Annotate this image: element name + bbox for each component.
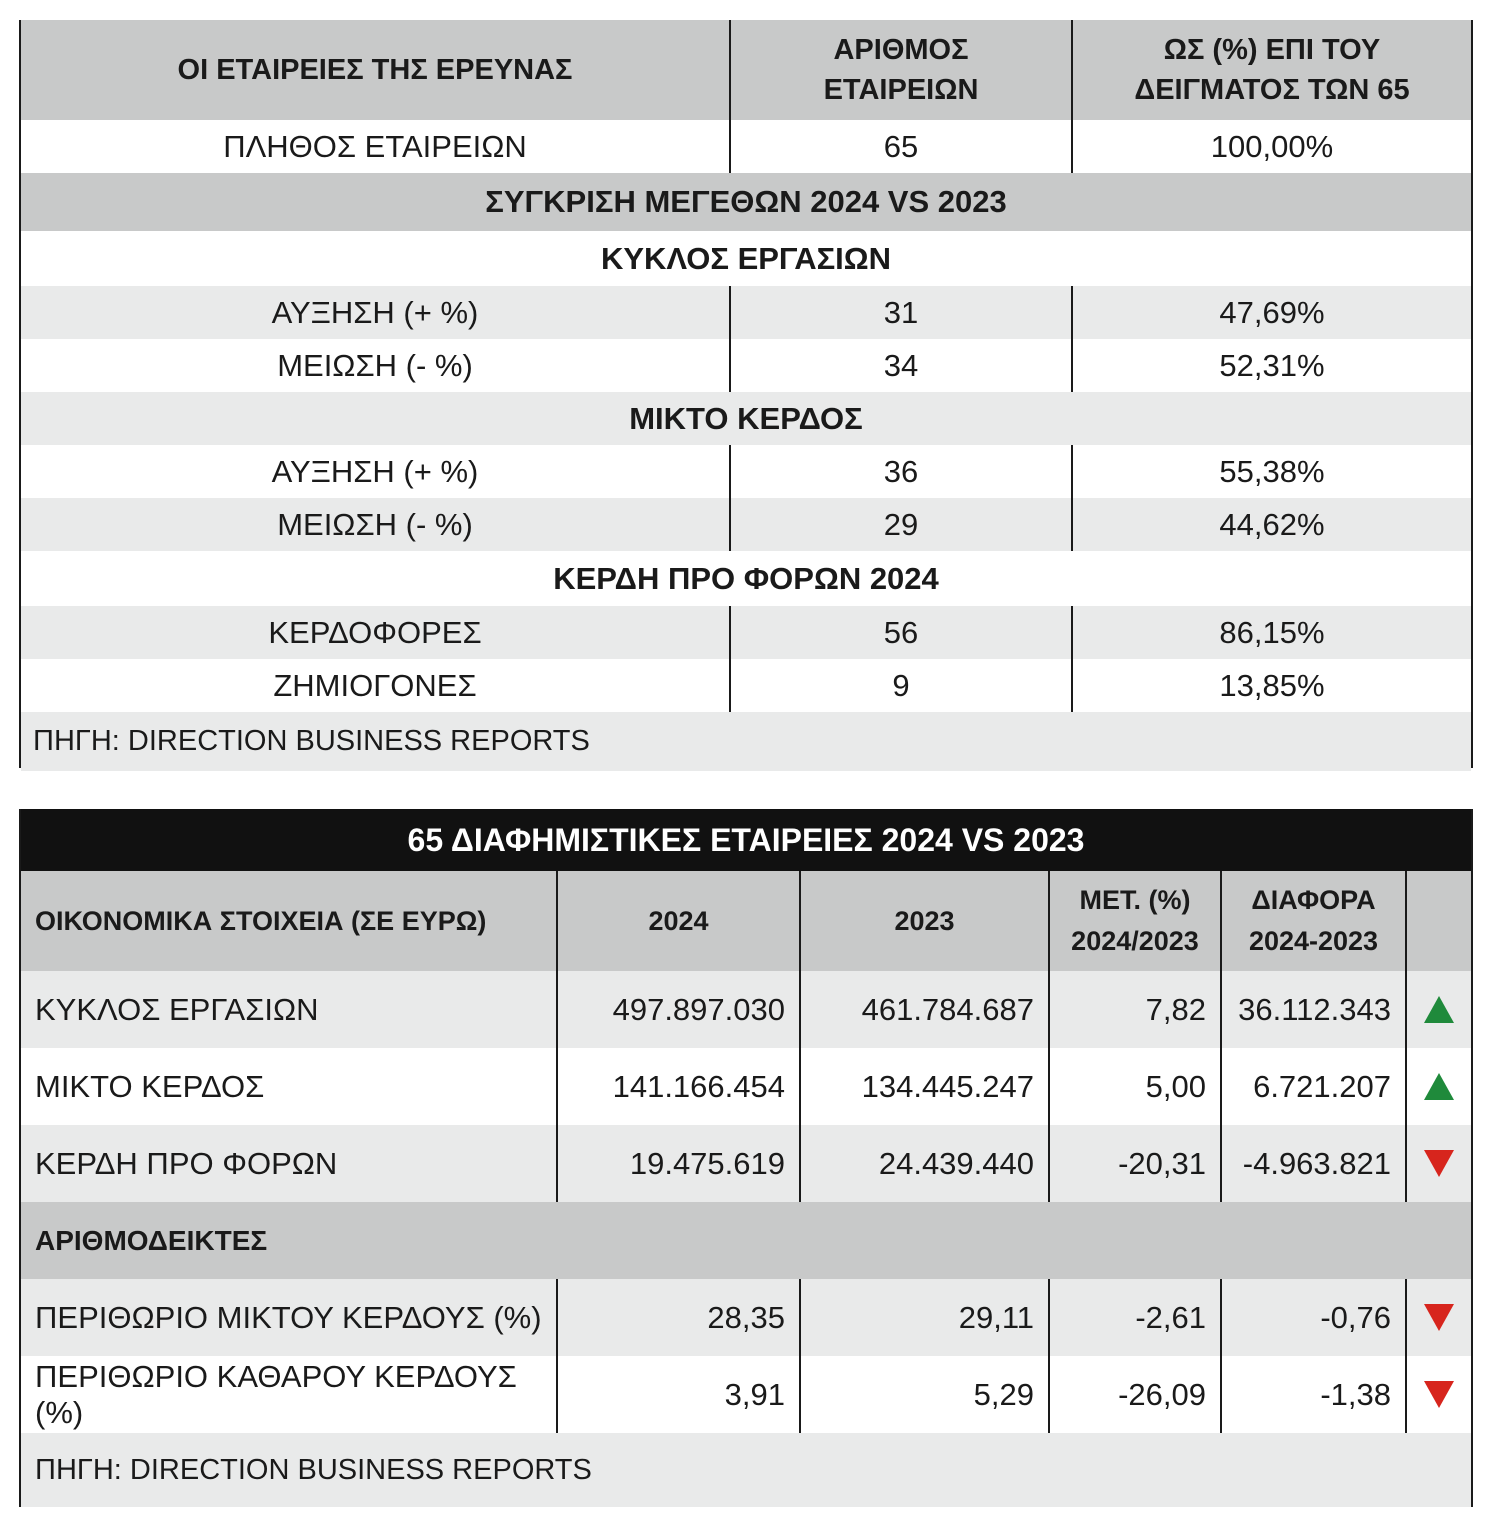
row-count: 36 bbox=[731, 445, 1073, 498]
row-label: ΜΕΙΩΣΗ (- %) bbox=[21, 498, 731, 551]
trend-up-icon bbox=[1424, 996, 1454, 1023]
section-title: ΜΙΚΤΟ ΚΕΡΔΟΣ bbox=[629, 400, 863, 436]
row-label: ΠΕΡΙΘΩΡΙΟ ΚΑΘΑΡΟΥ ΚΕΡΔΟΥΣ (%) bbox=[21, 1356, 558, 1433]
row-2024: 497.897.030 bbox=[558, 971, 801, 1048]
row-diff: -1,38 bbox=[1222, 1356, 1407, 1433]
row-count: 31 bbox=[731, 286, 1073, 339]
trend-down-icon bbox=[1424, 1304, 1454, 1331]
table-row bbox=[21, 1279, 1471, 1356]
row-label: ΑΥΞΗΣΗ (+ %) bbox=[21, 445, 731, 498]
row-change: -20,31 bbox=[1050, 1125, 1222, 1202]
row-2023: 134.445.247 bbox=[801, 1048, 1050, 1125]
total-count: 65 bbox=[731, 120, 1073, 173]
row-count: 9 bbox=[731, 659, 1073, 712]
trend-up-icon bbox=[1424, 1073, 1454, 1100]
ratios-title: ΑΡΙΘΜΟΔΕΙΚΤΕΣ bbox=[35, 1224, 268, 1256]
row-label: ΜΕΙΩΣΗ (- %) bbox=[21, 339, 731, 392]
table-row bbox=[21, 1356, 1471, 1433]
total-percent: 100,00% bbox=[1210, 128, 1334, 164]
total-label: ΠΛΗΘΟΣ ΕΤΑΙΡΕΙΩΝ bbox=[21, 120, 731, 173]
survey-table bbox=[19, 20, 1473, 768]
table-row bbox=[21, 971, 1471, 1048]
trend-cell bbox=[1407, 1356, 1471, 1433]
row-count: 34 bbox=[731, 339, 1073, 392]
row-diff: 36.112.343 bbox=[1222, 971, 1407, 1048]
row-diff: 6.721.207 bbox=[1222, 1048, 1407, 1125]
comparison-title: ΣΥΓΚΡΙΣΗ ΜΕΓΕΘΩΝ 2024 VS 2023 bbox=[485, 184, 1007, 219]
row-count: 29 bbox=[731, 498, 1073, 551]
trend-cell bbox=[1407, 1279, 1471, 1356]
row-label: ΚΕΡΔΗ ΠΡΟ ΦΟΡΩΝ bbox=[21, 1125, 558, 1202]
row-percent: 47,69% bbox=[1219, 294, 1325, 330]
row-diff: -4.963.821 bbox=[1222, 1125, 1407, 1202]
header-trend bbox=[1407, 871, 1471, 971]
row-2023: 461.784.687 bbox=[801, 971, 1050, 1048]
table-row bbox=[21, 445, 1471, 498]
source-row bbox=[21, 712, 1471, 771]
trend-down-icon bbox=[1424, 1381, 1454, 1408]
row-percent: 86,15% bbox=[1219, 614, 1325, 650]
section-title-row bbox=[21, 551, 1471, 606]
row-change: -26,09 bbox=[1050, 1356, 1222, 1433]
header-companies: ΟΙ ΕΤΑΙΡΕΙΕΣ ΤΗΣ ΕΡΕΥΝΑΣ bbox=[21, 20, 731, 120]
row-2024: 3,91 bbox=[558, 1356, 801, 1433]
financial-title: 65 ΔΙΑΦΗΜΙΣΤΙΚΕΣ ΕΤΑΙΡΕΙΕΣ 2024 VS 2023 bbox=[407, 821, 1085, 858]
row-label: ΠΕΡΙΘΩΡΙΟ ΜΙΚΤΟΥ ΚΕΡΔΟΥΣ (%) bbox=[21, 1279, 558, 1356]
source-note: ΠΗΓΗ: DIRECTION BUSINESS REPORTS bbox=[35, 1453, 592, 1486]
table-row bbox=[21, 606, 1471, 659]
row-2024: 28,35 bbox=[558, 1279, 801, 1356]
row-percent: 52,31% bbox=[1219, 347, 1325, 383]
table-row bbox=[21, 286, 1471, 339]
row-change: -2,61 bbox=[1050, 1279, 1222, 1356]
row-change: 5,00 bbox=[1050, 1048, 1222, 1125]
financial-table bbox=[19, 809, 1473, 1507]
row-label: ΚΥΚΛΟΣ ΕΡΓΑΣΙΩΝ bbox=[21, 971, 558, 1048]
financial-title-row bbox=[21, 809, 1471, 871]
table-row bbox=[21, 498, 1471, 551]
header-change: ΜΕΤ. (%) 2024/2023 bbox=[1050, 871, 1222, 971]
row-label: ΚΕΡΔΟΦΟΡΕΣ bbox=[21, 606, 731, 659]
header-percent: ΩΣ (%) ΕΠΙ ΤΟΥ ΔΕΙΓΜΑΤΟΣ ΤΩΝ 65 bbox=[1134, 34, 1410, 106]
row-count: 56 bbox=[731, 606, 1073, 659]
row-change: 7,82 bbox=[1050, 971, 1222, 1048]
table-row bbox=[21, 1125, 1471, 1202]
trend-cell bbox=[1407, 1125, 1471, 1202]
row-diff: -0,76 bbox=[1222, 1279, 1407, 1356]
trend-cell bbox=[1407, 1048, 1471, 1125]
section-title: ΚΥΚΛΟΣ ΕΡΓΑΣΙΩΝ bbox=[600, 240, 892, 276]
source-note: ΠΗΓΗ: DIRECTION BUSINESS REPORTS bbox=[33, 725, 590, 757]
row-2023: 24.439.440 bbox=[801, 1125, 1050, 1202]
survey-header-row bbox=[21, 20, 1471, 120]
source-row bbox=[21, 1433, 1471, 1507]
section-title-row bbox=[21, 231, 1471, 286]
row-percent: 13,85% bbox=[1219, 667, 1325, 703]
row-label: ΜΙΚΤΟ ΚΕΡΔΟΣ bbox=[21, 1048, 558, 1125]
row-2023: 29,11 bbox=[801, 1279, 1050, 1356]
table-row bbox=[21, 659, 1471, 712]
table-row bbox=[21, 339, 1471, 392]
row-label: ΑΥΞΗΣΗ (+ %) bbox=[21, 286, 731, 339]
row-2023: 5,29 bbox=[801, 1356, 1050, 1433]
row-percent: 44,62% bbox=[1219, 506, 1325, 542]
comparison-title-row bbox=[21, 173, 1471, 231]
trend-cell bbox=[1407, 971, 1471, 1048]
ratios-title-row bbox=[21, 1202, 1471, 1279]
total-row bbox=[21, 120, 1471, 173]
header-2024: 2024 bbox=[558, 871, 801, 971]
trend-down-icon bbox=[1424, 1150, 1454, 1177]
table-row bbox=[21, 1048, 1471, 1125]
row-2024: 141.166.454 bbox=[558, 1048, 801, 1125]
header-financials: ΟΙΚΟΝΟΜΙΚΑ ΣΤΟΙΧΕΙΑ (ΣΕ ΕΥΡΩ) bbox=[21, 871, 558, 971]
header-2023: 2023 bbox=[801, 871, 1050, 971]
row-percent: 55,38% bbox=[1219, 453, 1325, 489]
header-count: ΑΡΙΘΜΟΣ ΕΤΑΙΡΕΙΩΝ bbox=[731, 20, 1073, 120]
section-title: ΚΕΡΔΗ ΠΡΟ ΦΟΡΩΝ 2024 bbox=[553, 560, 939, 596]
section-title-row bbox=[21, 392, 1471, 445]
financial-header-row bbox=[21, 871, 1471, 971]
row-2024: 19.475.619 bbox=[558, 1125, 801, 1202]
header-diff: ΔΙΑΦΟΡΑ 2024-2023 bbox=[1222, 871, 1407, 971]
row-label: ΖΗΜΙΟΓΟΝΕΣ bbox=[21, 659, 731, 712]
